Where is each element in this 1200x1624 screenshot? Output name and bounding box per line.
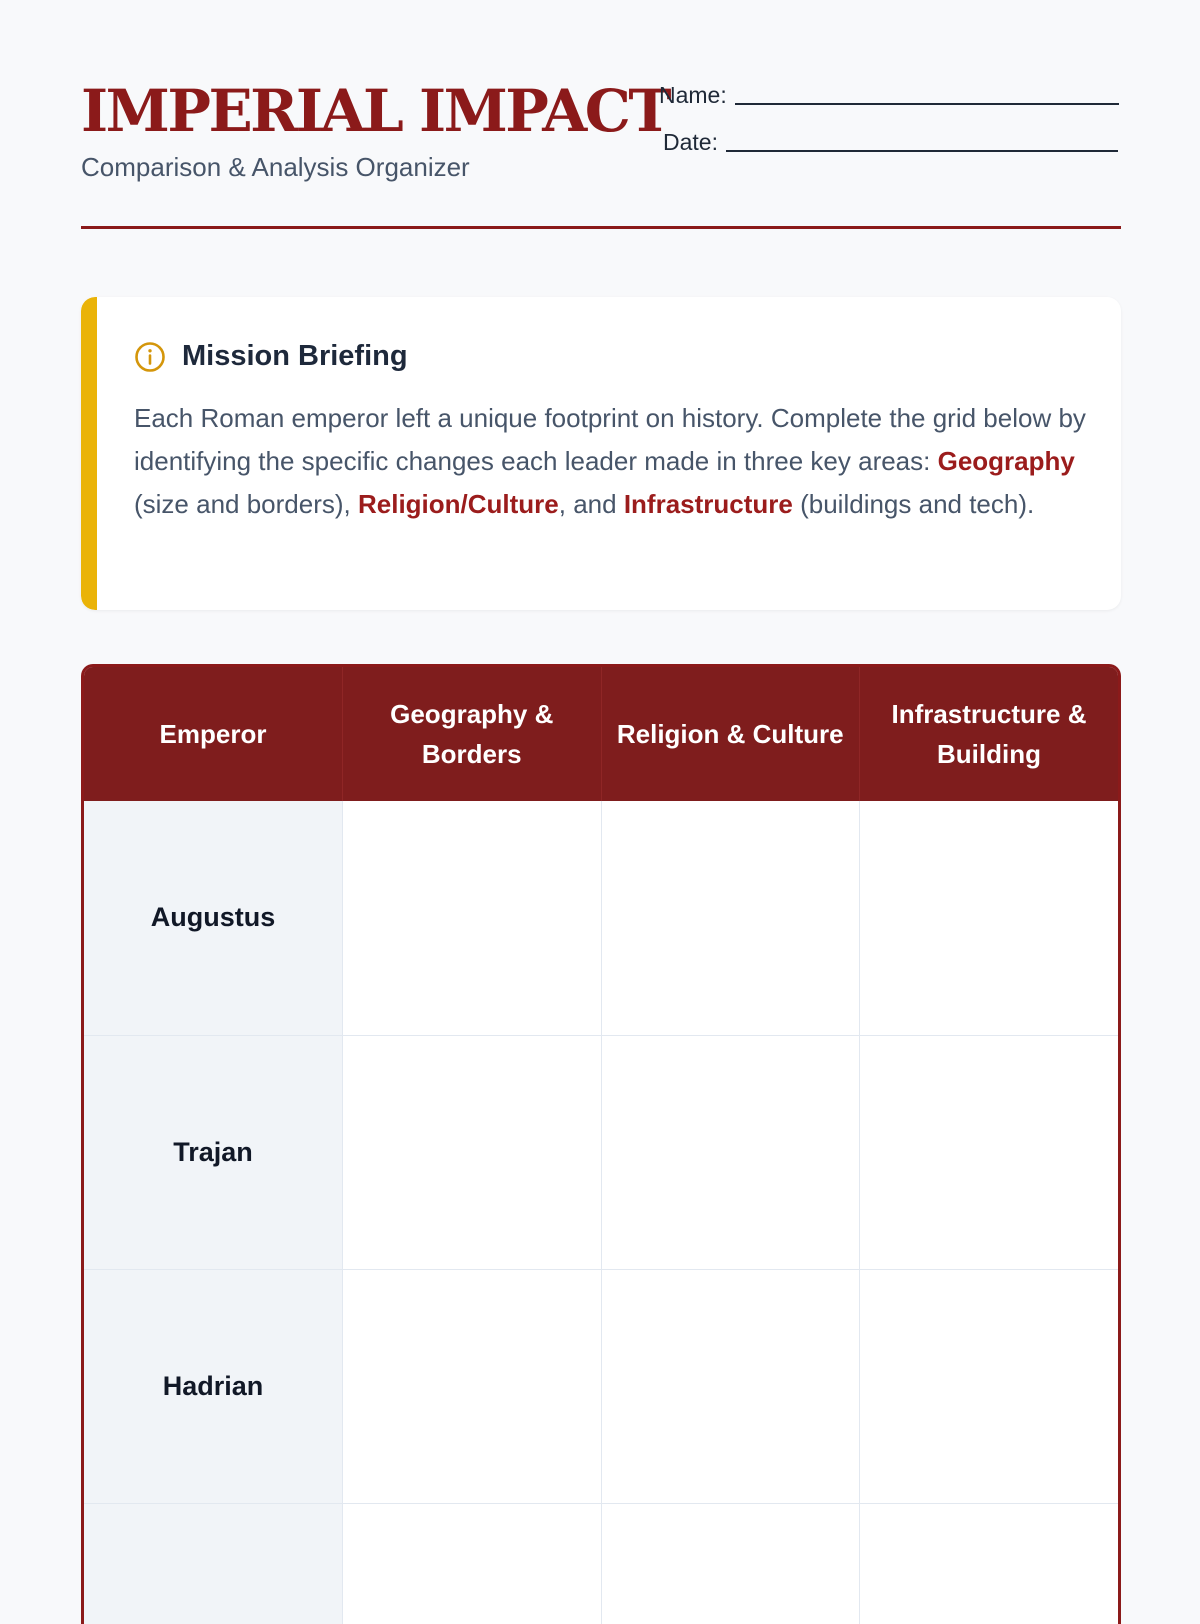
briefing-text [134,397,1094,526]
emperor-cell: Hadrian [84,1269,343,1503]
answer-cell-geography[interactable] [343,1035,602,1269]
comparison-table [84,667,1118,1624]
comparison-grid [81,664,1121,1624]
briefing-title: Mission Briefing [182,340,408,372]
answer-cell-infrastructure[interactable] [860,1503,1119,1624]
header-divider [81,226,1121,229]
briefing-text-segment: Each Roman emperor left a unique footprint on history. Complete the grid below by identifying the specific changes each leader made in three key areas: [134,403,1086,476]
answer-cell-religion[interactable] [601,1035,860,1269]
answer-cell-religion[interactable] [601,1503,860,1624]
emperor-cell: Trajan [84,1035,343,1269]
briefing-text-segment: (buildings and tech). [792,489,1035,519]
answer-cell-infrastructure[interactable] [860,801,1119,1035]
term-religion-culture: Religion/Culture [357,489,559,519]
emperor-cell: Augustus [84,801,343,1035]
worksheet-title: IMPERIAL IMPACT [81,77,670,145]
answer-cell-infrastructure[interactable] [860,1035,1119,1269]
table-row [84,801,1118,1035]
worksheet-header [81,0,1121,230]
column-header-religion: Religion & Culture [601,667,860,801]
answer-cell-geography[interactable] [343,1269,602,1503]
date-label: Date: [663,129,718,155]
table-row [84,1503,1118,1624]
briefing-text-segment: (size and borders), [134,489,358,519]
answer-cell-geography[interactable] [343,801,602,1035]
answer-cell-geography[interactable] [343,1503,602,1624]
term-infrastructure: Infrastructure [623,489,793,519]
briefing-heading [134,340,408,373]
answer-cell-infrastructure[interactable] [860,1269,1119,1503]
name-label: Name: [659,82,727,108]
column-header-geography: Geography & Borders [343,667,602,801]
column-header-emperor: Emperor [84,667,343,801]
briefing-text-segment: , and [558,489,624,519]
date-field [663,129,1118,156]
name-field [659,82,1119,109]
emperor-cell [84,1503,343,1624]
table-row [84,1035,1118,1269]
worksheet-subtitle: Comparison & Analysis Organizer [81,152,470,182]
info-icon [134,341,166,373]
answer-cell-religion[interactable] [601,801,860,1035]
mission-briefing-card [81,297,1121,610]
date-blank-line [726,149,1118,152]
column-header-infrastructure: Infrastructure & Building [860,667,1119,801]
worksheet-page [81,0,1121,1401]
table-header-row [84,667,1118,801]
answer-cell-religion[interactable] [601,1269,860,1503]
table-row [84,1269,1118,1503]
name-blank-line [735,102,1119,105]
term-geography: Geography [937,446,1075,476]
